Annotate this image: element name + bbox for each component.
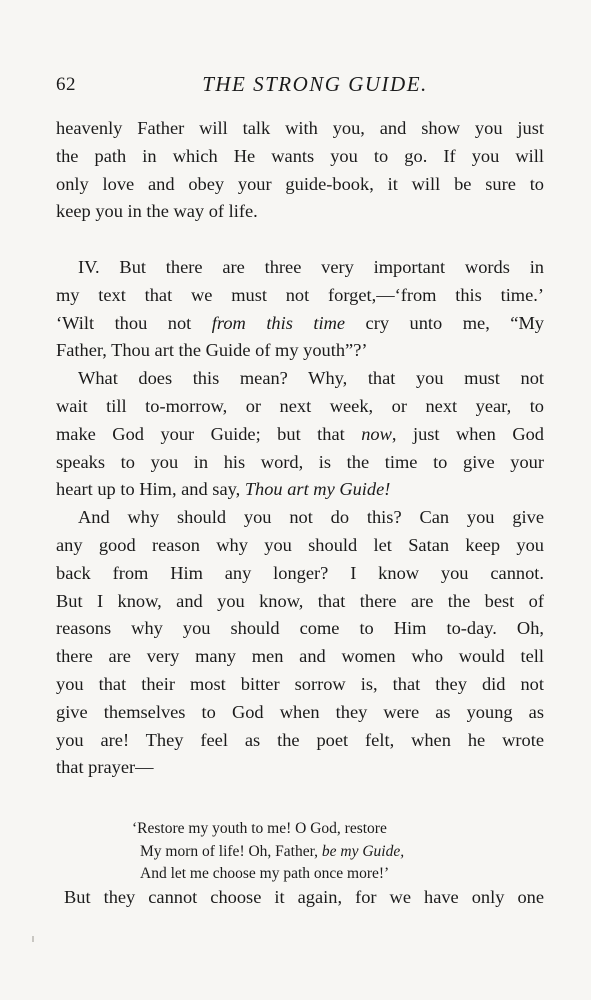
verse-line: And let me choose my path once more!’ [140,865,390,882]
text-line: my text that we must not forget,—‘from this time.’ [56,284,544,305]
text-run: make God your Guide; but that [56,423,362,444]
emphasis: now [361,423,392,444]
text-line: the path in which He wants you to go. If you will [56,145,544,166]
text-line: any good reason why you should let Satan keep you [56,534,544,555]
text-line: you are! They feel as the poet felt, when he wrote [56,729,544,750]
verse-quote [132,818,404,886]
paragraph-1 [56,115,544,226]
emphasis: be my Guide, [321,842,405,860]
text-line: heavenly Father will talk with you, and show you just [56,118,544,138]
paper-mark [32,936,34,942]
text-line: only love and obey your guide-book, it will be sure to [56,173,544,194]
paragraph-2 [56,254,544,365]
text-line [56,476,544,504]
text-run: heart up to Him, and say, [56,479,245,500]
text-line: speaks to you in his word, is the time to give your [56,451,544,472]
text-line: reasons why you should come to Him to-day. Oh, [56,618,544,639]
text-line: keep you in the way of life. [56,201,258,222]
text-line: you that their most bitter sorrow is, that they did not [56,673,544,694]
text-run: cry unto me, “My [345,312,544,333]
text-line: give themselves to God when they were as young as [56,701,544,722]
paragraph-5 [64,884,544,912]
page-number: 62 [56,74,76,95]
text-line: But I know, and you know, that there are the best of [56,590,544,611]
paragraph-gap [56,226,544,254]
text-line: IV. But there are three very important words in [78,256,544,277]
text-run: , just when God [391,423,544,444]
running-head: THE STRONG GUIDE. [202,72,428,96]
text-line [56,421,544,449]
text-line: back from Him any longer? I know you cannot. [56,562,544,583]
text-line [56,310,544,338]
emphasis: from this time [211,312,346,333]
text-line: And why should you not do this? Can you give [78,507,544,528]
body-text [56,115,544,782]
verse-line [132,841,404,864]
text-line: Father, Thou art the Guide of my youth”?’ [56,340,368,361]
text-line: But they cannot choose it again, for we have only one [64,887,544,907]
text-line: there are very many men and women who would tell [56,646,544,667]
text-run: My morn of life! Oh, Father, [140,842,322,860]
text-line: What does this mean? Why, that you must not [78,368,544,389]
text-run: ‘Wilt thou not [56,312,212,333]
emphasis: Thou art my Guide! [244,479,391,500]
page-header [56,72,544,102]
paragraph-4 [56,504,544,782]
paragraph-3 [56,365,544,504]
verse-line: ‘Restore my youth to me! O God, restore [132,820,387,837]
text-line: wait till to-morrow, or next week, or next year, to [56,395,544,416]
text-line: that prayer— [56,757,154,778]
